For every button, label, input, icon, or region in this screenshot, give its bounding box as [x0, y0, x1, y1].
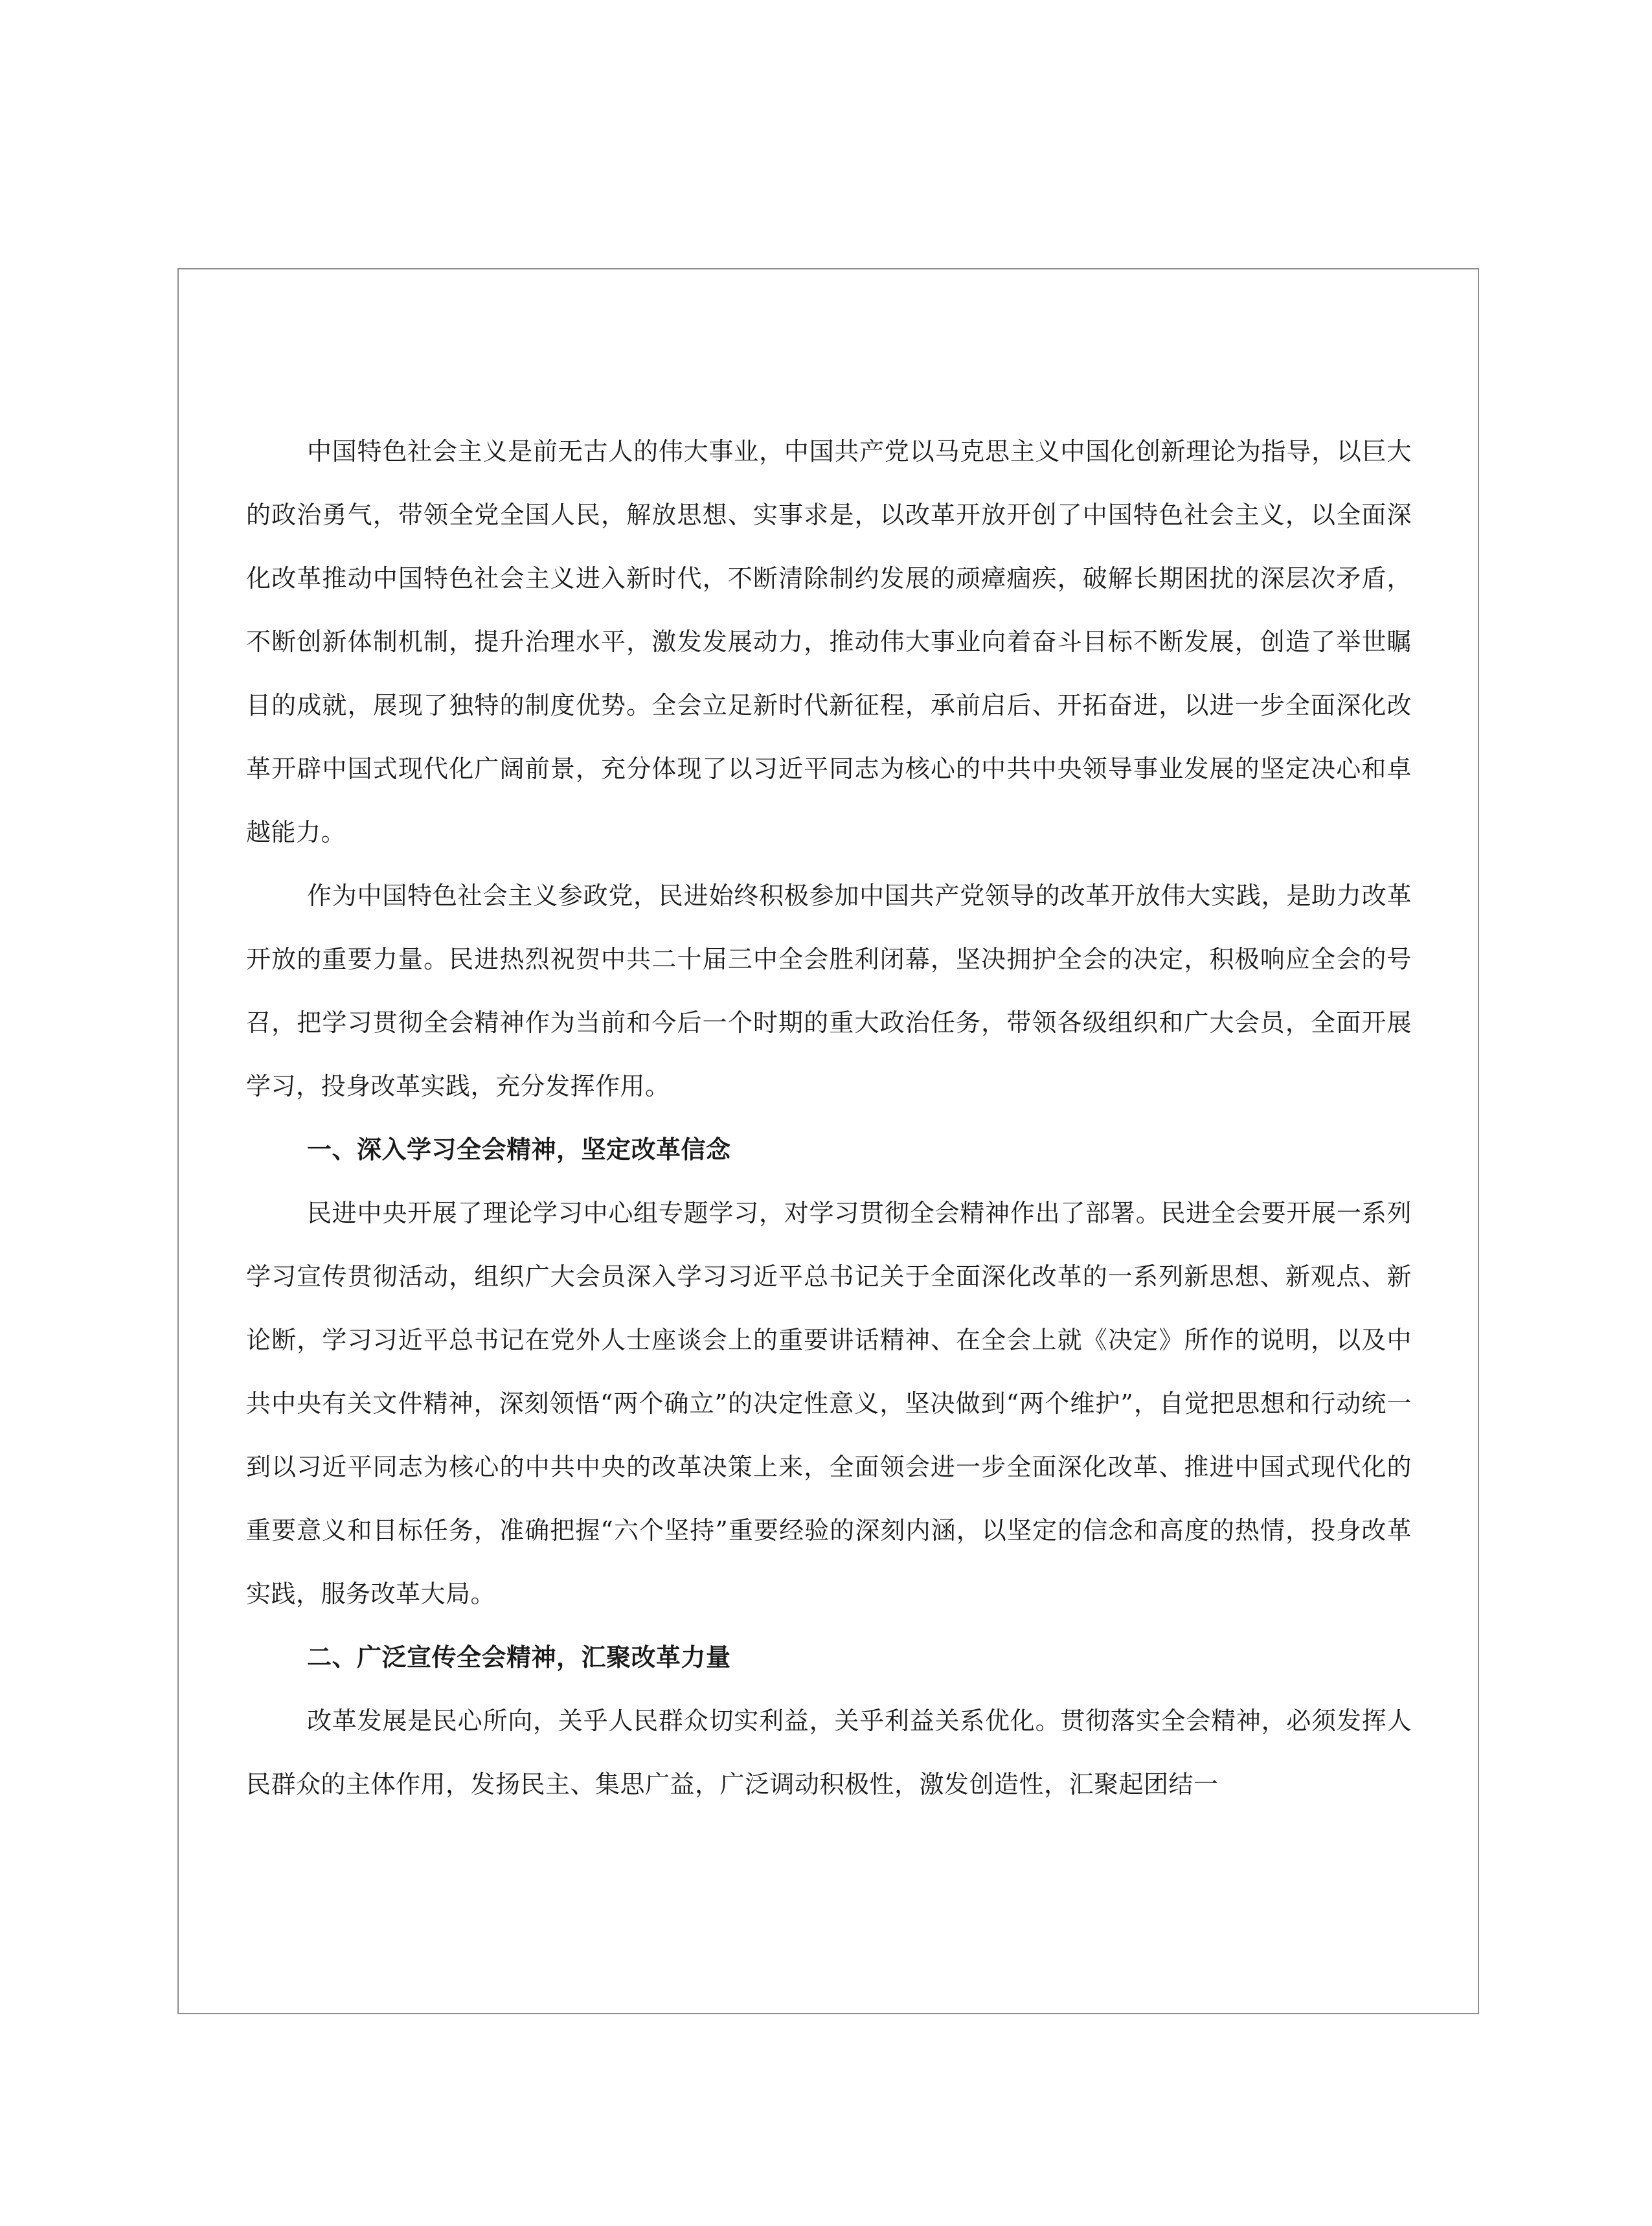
- intro-paragraph-2: 作为中国特色社会主义参政党，民进始终积极参加中国共产党领导的改革开放伟大实践，是助力改革开放的重要力量。民进热烈祝贺中共二十届三中全会胜利闭幕，坚决拥护全会的决定，积极响应全会的号召，把学习贯彻全会精神作为当前和今后一个时期的重大政治任务，带领各级组织和广大会员，全面开展学习，投身改革实践，充分发挥作用。: [246, 881, 1412, 1100]
- intro-paragraph-1: 中国特色社会主义是前无古人的伟大事业，中国共产党以马克思主义中国化创新理论为指导，以巨大的政治勇气，带领全党全国人民，解放思想、实事求是，以改革开放开创了中国特色社会主义，以全面深化改革推动中国特色社会主义进入新时代，不断清除制约发展的顽瘴痼疾，破解长期困扰的深层次矛盾，不断创新体制机制，提升治理水平，激发发展动力，推动伟大事业向着奋斗目标不断发展，创造了举世瞩目的成就，展现了独特的制度优势。全会立足新时代新征程，承前启后、开拓奋进，以进一步全面深化改革开辟中国式现代化广阔前景，充分体现了以习近平同志为核心的中共中央领导事业发展的坚定决心和卓越能力。: [246, 437, 1412, 846]
- section-heading-1: 一、深入学习全会精神，坚定改革信念: [307, 1135, 731, 1164]
- section-heading-2: 二、广泛宣传全会精神，汇聚改革力量: [307, 1643, 731, 1672]
- document-body: [246, 420, 1412, 1816]
- section-1-paragraph: 民进中央开展了理论学习中心组专题学习，对学习贯彻全会精神作出了部署。民进全会要开展一系列学习宣传贯彻活动，组织广大会员深入学习习近平总书记关于全面深化改革的一系列新思想、新观点、新论断，学习习近平总书记在党外人士座谈会上的重要讲话精神、在全会上就《决定》所作的说明，以及中共中央有关文件精神，深刻领悟“两个确立”的决定性意义，坚决做到“两个维护”，自觉把思想和行动统一到以习近平同志为核心的中共中央的改革决策上来，全面领会进一步全面深化改革、推进中国式现代化的重要意义和目标任务，准确把握“六个坚持”重要经验的深刻内涵，以坚定的信念和高度的热情，投身改革实践，服务改革大局。: [246, 1199, 1412, 1608]
- page-frame: [177, 268, 1479, 2014]
- section-2-paragraph: 改革发展是民心所向，关乎人民群众切实利益，关乎利益关系优化。贯彻落实全会精神，必须发挥人民群众的主体作用，发扬民主、集思广益，广泛调动积极性，激发创造性，汇聚起团结一: [246, 1707, 1412, 1799]
